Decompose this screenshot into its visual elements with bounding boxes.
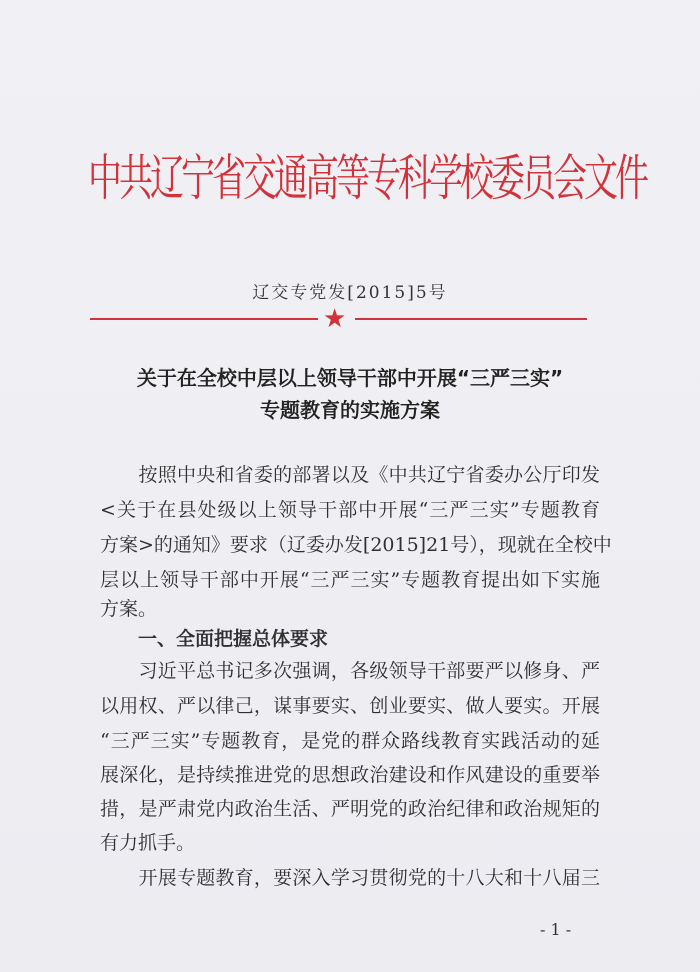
body-line: <关于在县处级以上领导干部中开展“三严三实”专题教育 xyxy=(100,499,600,521)
body-line: 层以上领导干部中开展“三严三实”专题教育提出如下实施 xyxy=(100,569,600,591)
document-number: 辽交专党发[2015]5号 xyxy=(252,283,448,303)
body-line: 展深化，是持续推进党的思想政治建设和作风建设的重要举 xyxy=(100,764,600,786)
body-line: 方案>的通知》要求（辽委办发[2015]21号），现就在全校中 xyxy=(100,534,612,556)
section-heading: 一、全面把握总体要求 xyxy=(100,628,329,650)
body-line: 习近平总书记多次强调，各级领导干部要严以修身、严 xyxy=(100,660,600,682)
body-line: 方案。 xyxy=(100,598,158,620)
document-title-line1: 关于在全校中层以上领导干部中开展“三严三实” xyxy=(136,366,564,390)
red-rule-right xyxy=(355,318,587,320)
body-line: 有力抓手。 xyxy=(100,832,196,854)
body-line: 按照中央和省委的部署以及《中共辽宁省委办公厅印发 xyxy=(100,464,600,486)
body-line: 开展专题教育，要深入学习贯彻党的十八大和十八届三 xyxy=(100,867,600,889)
body-line: 以用权、严以律己，谋事要实、创业要实、做人要实。开展 xyxy=(100,695,600,717)
red-masthead: 中共辽宁省交通高等专科学校委员会文件 xyxy=(88,150,646,208)
page-number: - 1 - xyxy=(540,920,572,939)
red-rule-left xyxy=(90,318,318,320)
body-line: 措，是严肃党内政治生活、严明党的政治纪律和政治规矩的 xyxy=(100,798,600,820)
document-title-line2: 专题教育的实施方案 xyxy=(260,398,440,422)
body-line: “三严三实”专题教育，是党的群众路线教育实践活动的延 xyxy=(100,730,600,752)
star-icon: ★ xyxy=(323,304,347,334)
